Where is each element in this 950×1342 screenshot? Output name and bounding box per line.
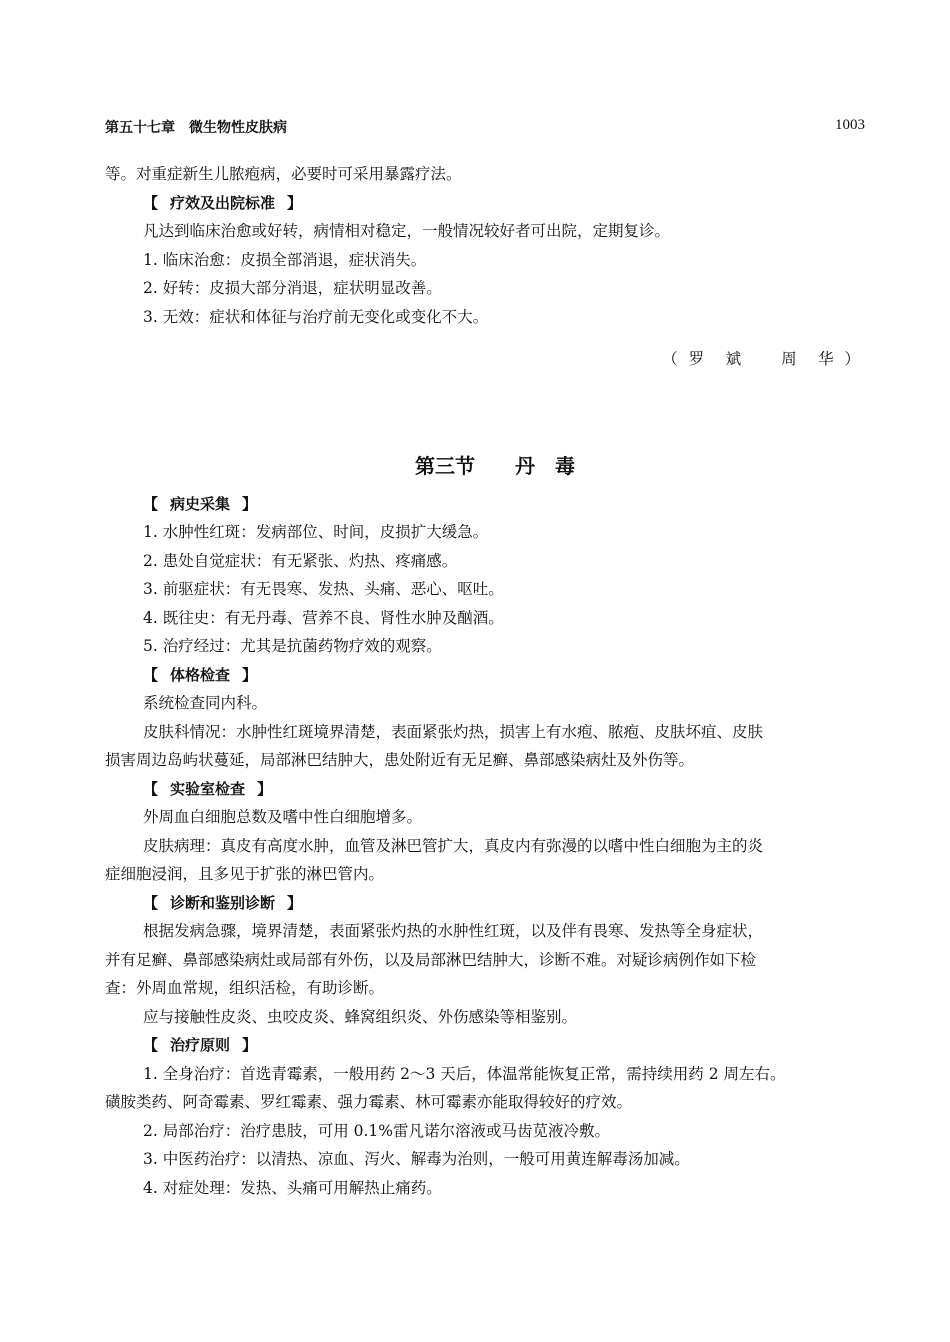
- list-item: 4. 对症处理：发热、头痛可用解热止痛药。: [143, 1178, 442, 1197]
- criteria-heading: 【 疗效及出院标准 】: [143, 193, 303, 212]
- list-item: 4. 既往史：有无丹毒、营养不良、肾性水肿及酗酒。: [143, 608, 504, 627]
- diagnosis-heading: 【 诊断和鉴别诊断 】: [143, 893, 303, 912]
- authors: （ 罗 斌 周 华 ）: [662, 350, 863, 368]
- section-title: 第三节 丹 毒: [415, 453, 575, 478]
- paragraph-continuation: 症细胞浸润，且多见于扩张的淋巴管内。: [105, 865, 385, 883]
- list-item: 3. 前驱症状：有无畏寒、发热、头痛、恶心、呕吐。: [143, 580, 504, 598]
- paragraph: 皮肤科情况：水肿性红斑境界清楚，表面紧张灼热，损害上有水疱、脓疱、皮肤坏疽、皮肤: [143, 722, 764, 741]
- list-item: 1. 临床治愈：皮损全部消退，症状消失。: [143, 250, 427, 269]
- page-body: [105, 160, 885, 1202]
- history-heading: 【 病史采集 】: [143, 494, 258, 513]
- exam-heading: 【 体格检查 】: [143, 665, 258, 684]
- paragraph: 皮肤病理：真皮有高度水肿，血管及淋巴管扩大，真皮内有弥漫的以嗜中性白细胞为主的炎: [143, 836, 764, 855]
- lab-heading: 【 实验室检查 】: [143, 779, 273, 798]
- paragraph: 应与接触性皮炎、虫咬皮炎、蜂窝组织炎、外伤感染等相鉴别。: [143, 1007, 578, 1026]
- paragraph-continuation: 磺胺类药、阿奇霉素、罗红霉素、强力霉素、林可霉素亦能取得较好的疗效。: [105, 1093, 633, 1111]
- paragraph: 外周血白细胞总数及嗜中性白细胞增多。: [143, 808, 423, 826]
- paragraph-continuation: 损害周边岛屿状蔓延，局部淋巴结肿大，患处附近有无足癣、鼻部感染病灶及外伤等。: [105, 751, 695, 769]
- list-item: 2. 患处自觉症状：有无紧张、灼热、疼痛感。: [143, 551, 458, 570]
- treatment-heading: 【 治疗原则 】: [143, 1036, 258, 1054]
- list-item: 3. 中医药治疗：以清热、凉血、泻火、解毒为治则，一般可用黄连解毒汤加减。: [143, 1150, 690, 1168]
- page-number: 1003: [835, 117, 865, 133]
- list-item: 2. 局部治疗：治疗患肢，可用 0.1%雷凡诺尔溶液或马齿苋液冷敷。: [143, 1121, 611, 1140]
- list-item: 1. 全身治疗：首选青霉素，一般用药 2～3 天后，体温常能恢复正常，需持续用药 2 周左右。: [143, 1064, 786, 1083]
- list-item: 3. 无效：症状和体征与治疗前无变化或变化不大。: [143, 307, 489, 326]
- paragraph: 系统检查同内科。: [143, 694, 268, 712]
- continuation-text: 等。对重症新生儿脓疱病，必要时可采用暴露疗法。: [105, 165, 462, 183]
- list-item: 1. 水肿性红斑：发病部位、时间，皮损扩大缓急。: [143, 523, 489, 541]
- running-header: [105, 117, 865, 137]
- criteria-intro: 凡达到临床治愈或好转，病情相对稳定，一般情况较好者可出院，定期复诊。: [143, 222, 671, 240]
- list-item: 5. 治疗经过：尤其是抗菌药物疗效的观察。: [143, 637, 442, 655]
- list-item: 2. 好转：皮损大部分消退，症状明显改善。: [143, 279, 442, 297]
- paragraph-continuation: 并有足癣、鼻部感染病灶或局部有外伤，以及局部淋巴结肿大，诊断不难。对疑诊病例作如下检: [105, 950, 757, 969]
- paragraph: 根据发病急骤，境界清楚，表面紧张灼热的水肿性红斑，以及伴有畏寒、发热等全身症状，: [143, 922, 764, 940]
- paragraph-continuation: 查：外周血常规，组织活检，有助诊断。: [105, 979, 385, 997]
- chapter-title: 第五十七章 微生物性皮肤病: [105, 120, 287, 136]
